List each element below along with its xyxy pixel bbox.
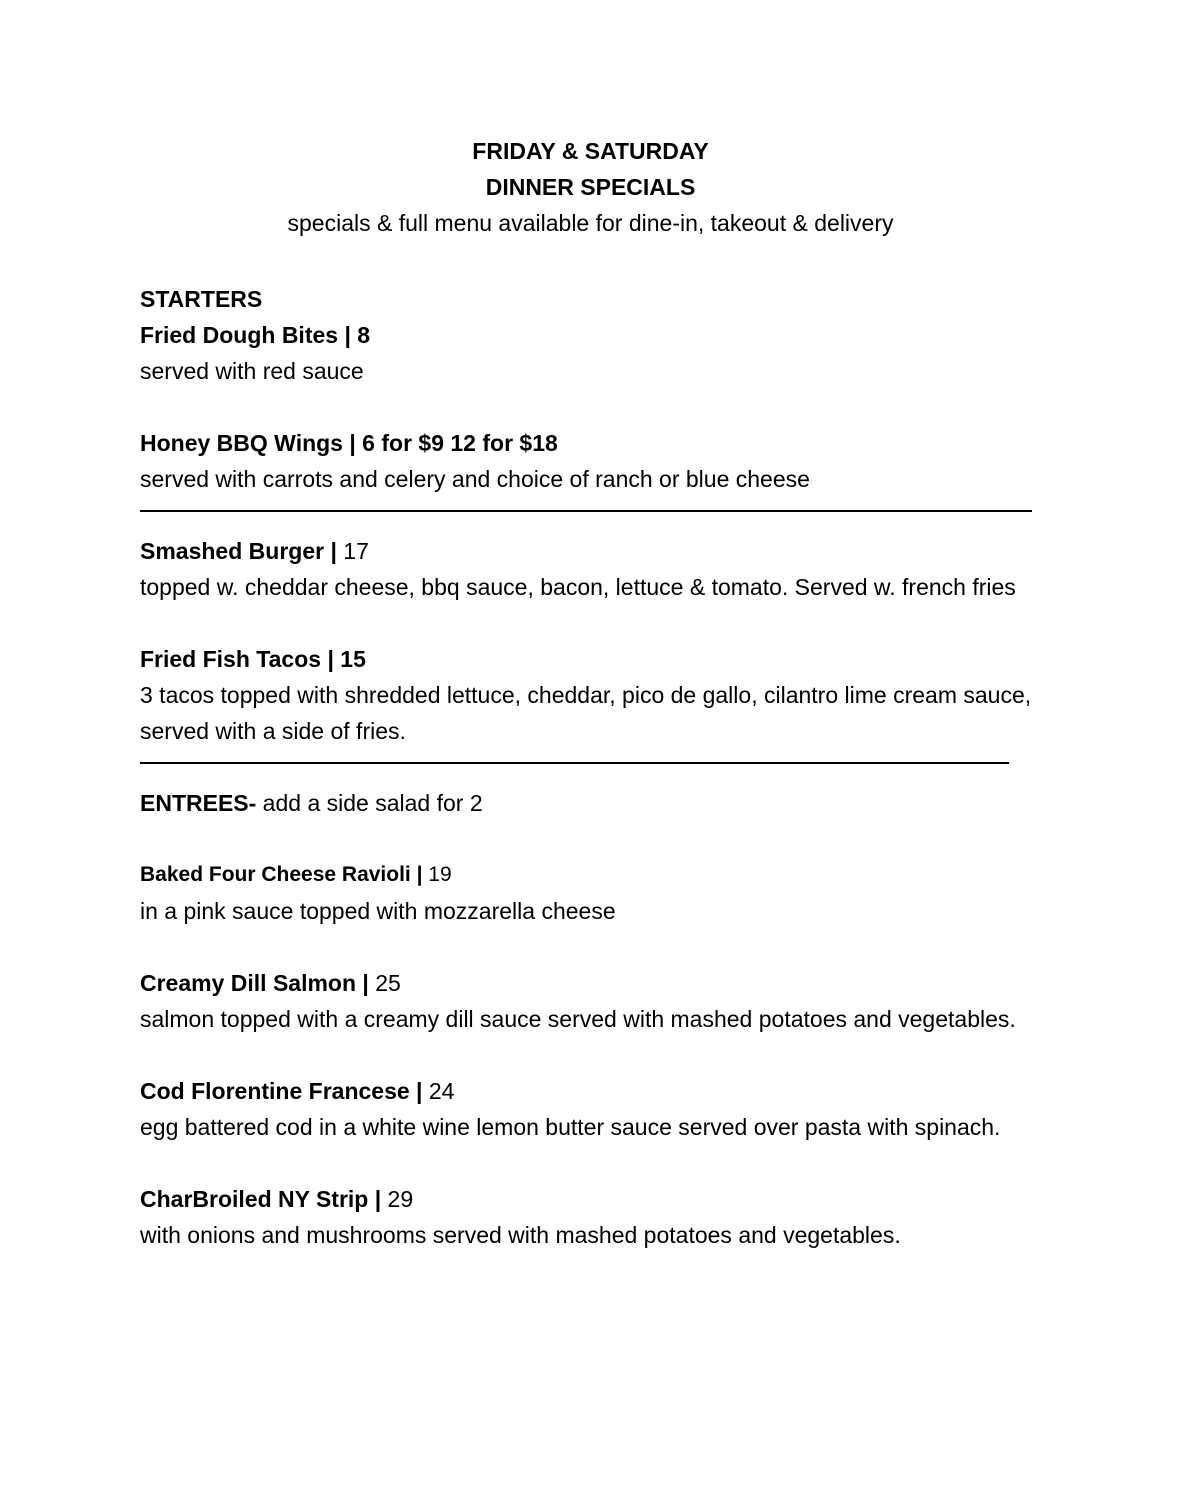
menu-item-name: Creamy Dill Salmon | xyxy=(140,970,369,996)
menu-item-fried-dough-bites xyxy=(140,317,1041,389)
menu-item-name: Honey BBQ Wings | 6 for $9 12 for $18 xyxy=(140,430,558,456)
menu-item-name-line xyxy=(140,533,1041,569)
section-divider xyxy=(140,510,1032,512)
menu-subtitle: specials & full menu available for dine-in, takeout & delivery xyxy=(287,210,894,236)
section-divider xyxy=(140,762,1009,764)
menu-item-description: in a pink sauce topped with mozzarella cheese xyxy=(140,898,616,924)
section-heading-starters: STARTERS xyxy=(140,286,263,312)
menu-item-description: salmon topped with a creamy dill sauce served with mashed potatoes and vegetables. xyxy=(140,1006,1016,1032)
menu-item-description: with onions and mushrooms served with mashed potatoes and vegetables. xyxy=(140,1222,901,1248)
section-heading-entrees-label: ENTREES- xyxy=(140,790,257,816)
menu-item-honey-bbq-wings xyxy=(140,425,1041,497)
menu-item-description: topped w. cheddar cheese, bbq sauce, bacon, lettuce & tomato. Served w. french fries xyxy=(140,574,1016,600)
menu-item-name: Baked Four Cheese Ravioli | xyxy=(140,863,423,886)
menu-item-price: 29 xyxy=(381,1186,414,1212)
menu-item-price: 25 xyxy=(368,970,401,996)
section-heading-entrees xyxy=(140,785,1041,821)
menu-item-name-line xyxy=(140,1181,1041,1217)
menu-item-description: served with carrots and celery and choice of ranch or blue cheese xyxy=(140,466,810,492)
menu-title-line2: DINNER SPECIALS xyxy=(485,174,696,200)
menu-item-name: CharBroiled NY Strip | xyxy=(140,1186,382,1212)
menu-item-name-line xyxy=(140,641,1041,677)
menu-item-creamy-dill-salmon xyxy=(140,965,1041,1037)
menu-item-name-line xyxy=(140,425,1041,461)
menu-item-description: served with red sauce xyxy=(140,358,364,384)
menu-item-charbroiled-ny-strip xyxy=(140,1181,1041,1253)
menu-item-description: egg battered cod in a white wine lemon butter sauce served over pasta with spinach. xyxy=(140,1114,1001,1140)
menu-item-price: 24 xyxy=(422,1078,455,1104)
menu-item-name-line xyxy=(140,965,1041,1001)
menu-item-name-line xyxy=(140,1073,1041,1109)
menu-item-name: Smashed Burger | xyxy=(140,538,337,564)
menu-item-name-line xyxy=(140,317,1041,353)
menu-item-price: 17 xyxy=(336,538,369,564)
menu-item-name: Fried Dough Bites | 8 xyxy=(140,322,371,348)
menu-item-name: Cod Florentine Francese | xyxy=(140,1078,423,1104)
menu-item-fried-fish-tacos xyxy=(140,641,1041,749)
menu-item-cod-florentine-francese xyxy=(140,1073,1041,1145)
menu-item-name-line xyxy=(140,857,1041,893)
menu-title-line1: FRIDAY & SATURDAY xyxy=(472,138,709,164)
menu-item-baked-four-cheese-ravioli xyxy=(140,857,1041,929)
menu-item-price: 19 xyxy=(422,863,452,886)
section-heading-entrees-note: add a side salad for 2 xyxy=(256,790,483,816)
menu-item-description: 3 tacos topped with shredded lettuce, cheddar, pico de gallo, cilantro lime cream sauce, served with a side of fries. xyxy=(140,682,1032,744)
menu-item-name: Fried Fish Tacos | 15 xyxy=(140,646,366,672)
menu-item-smashed-burger xyxy=(140,533,1041,605)
